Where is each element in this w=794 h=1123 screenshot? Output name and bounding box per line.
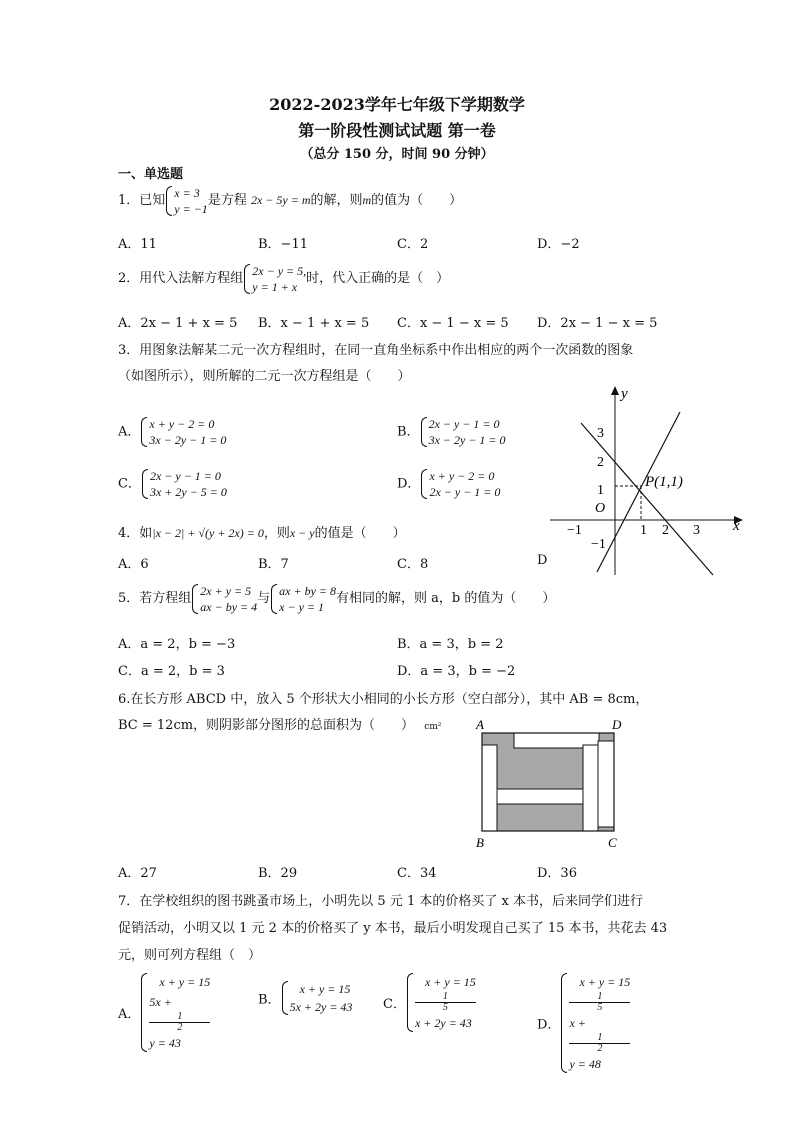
question-2 — [118, 262, 449, 296]
q6-text-line1: 6.在长方形 ABCD 中，放入 5 个形状大小相同的小长方形（空白部分），其中 AB = 8cm， — [118, 692, 649, 707]
q3-option-c-system — [141, 468, 227, 500]
q1-option-c: C．2 — [397, 237, 429, 252]
q7-option-d-system — [560, 972, 630, 1074]
q5-s1-eq2: ax − by = 4 — [200, 599, 258, 614]
question-1 — [118, 183, 462, 218]
q7-d-num1: 1 — [569, 992, 630, 1003]
q1-eq2: y = −1 — [174, 201, 208, 216]
q3-b-eq2: 3x − 2y − 1 = 0 — [428, 433, 506, 447]
q7-d-term: x + — [569, 1016, 586, 1030]
corner-c: C — [608, 835, 617, 850]
line-2x-minus-y-1 — [597, 412, 680, 572]
q7-c-num: 1 — [415, 992, 476, 1003]
q6-rectangle-figure — [472, 714, 627, 852]
x-tick-3: 3 — [693, 523, 700, 538]
q3-a-eq1: x + y − 2 = 0 — [149, 417, 215, 431]
q1-mid: 是方程 — [207, 193, 247, 208]
question-4 — [118, 522, 406, 541]
q7-option-c-system — [406, 972, 476, 1033]
q7-c-rhs: x + 2y = 43 — [414, 1016, 472, 1030]
q4-suffix: 的值是（ ） — [314, 526, 406, 541]
q1-eq1: x = 3 — [174, 185, 200, 200]
q5-option-a: A．a = 2，b = −3 — [118, 637, 236, 652]
corner-a: A — [476, 717, 484, 732]
q7-option-a-system — [140, 972, 210, 1053]
corner-d: D — [612, 717, 622, 732]
q7-option-c — [383, 972, 476, 1033]
point-p-label: P(1,1) — [645, 474, 683, 490]
line-x-plus-y-2 — [581, 423, 713, 575]
q6-text-line2 — [118, 714, 441, 733]
q7-d-eq2 — [569, 992, 630, 1074]
q3-d-eq1: x + y − 2 = 0 — [429, 469, 495, 483]
q3-option-d-system — [420, 468, 500, 500]
q7-d-num2: 1 — [569, 1033, 630, 1044]
q5-option-c: C．a = 2，b = 3 — [118, 664, 225, 679]
q2-option-c: C．x − 1 − x = 5 — [397, 316, 509, 331]
q3-option-c — [118, 468, 227, 500]
q3-b-eq1: 2x − y − 1 = 0 — [428, 417, 500, 431]
q3-a-eq2: 3x − 2y − 1 = 0 — [149, 433, 227, 447]
q7-d-rhs: y = 48 — [569, 1057, 601, 1071]
q7-option-c-label: C． — [383, 997, 406, 1012]
question-5 — [118, 582, 555, 616]
q7-c-fraction — [415, 992, 476, 1013]
q1-option-b: B．−11 — [258, 237, 308, 252]
q3-option-c-label: C． — [118, 476, 141, 492]
y-tick-1: 1 — [597, 483, 604, 498]
q3-d-eq2: 2x − y − 1 = 0 — [429, 485, 501, 499]
page-title: 2022-2023学年七年级下学期数学 — [269, 95, 525, 114]
y-tick-3: 3 — [597, 426, 604, 441]
q6-line2-text: BC = 12cm，则阴影部分图形的总面积为（ ） — [118, 718, 415, 733]
q1-system — [165, 185, 208, 217]
q5-system1 — [191, 583, 257, 615]
small-rect-right-inner — [583, 745, 598, 831]
corner-b: B — [476, 835, 484, 850]
small-rect-right-outer — [598, 741, 614, 827]
q2-suffix: 时，代入正确的是（ ） — [306, 271, 450, 286]
q4-mid: ，则 — [263, 526, 290, 541]
q3-coordinate-graph — [545, 380, 750, 580]
q1-equation: 2x − 5y = m — [250, 193, 311, 207]
page-title-line2: 第一阶段性测试试题 第一卷 — [298, 121, 496, 140]
q4-target: x − y — [289, 526, 315, 540]
q2-eq1: 2x − y = 5, — [252, 263, 307, 278]
x-tick-2: 2 — [662, 523, 669, 538]
q6-unit: cm² — [424, 722, 442, 732]
q3-text-line2: （如图所示），则所解的二元一次方程组是（ ） — [118, 369, 411, 384]
q5-s1-eq1: 2x + y = 5 — [200, 583, 252, 598]
q5-option-b: B．a = 3，b = 2 — [397, 637, 504, 652]
q7-a-eq1: x + y = 15 — [159, 975, 211, 989]
q7-option-b-label: B． — [258, 992, 281, 1008]
q7-c-den: 5 — [442, 1002, 448, 1013]
q4-option-b: B．7 — [258, 557, 289, 572]
q4-expression: |x − 2| + √(y + 2x) = 0 — [152, 526, 264, 540]
q3-option-b-label: B． — [397, 424, 420, 440]
q3-text-line1: 3．用图象法解某二元一次方程组时，在同一直角坐标系中作出相应的两个一次函数的图象 — [118, 343, 634, 358]
q3-option-d — [397, 468, 500, 500]
q7-a-den: 2 — [177, 1022, 183, 1033]
q7-d-fraction1 — [569, 992, 630, 1013]
q3-c-eq2: 3x + 2y − 5 = 0 — [149, 485, 227, 499]
q3-option-a — [118, 416, 226, 448]
q7-d-den1: 5 — [597, 1002, 603, 1013]
x-tick-neg1: −1 — [567, 523, 582, 538]
q7-c-eq2 — [415, 992, 476, 1033]
q7-a-eq2 — [149, 992, 210, 1053]
q7-d-fraction2 — [569, 1033, 630, 1054]
q7-a-fraction — [149, 1012, 210, 1033]
q7-text-line2: 促销活动，小明又以 1 元 2 本的价格买了 y 本书，最后小明发现自己买了 15 本书，共花去 43 — [118, 921, 668, 936]
q3-option-d-label: D． — [397, 476, 421, 492]
small-rect-middle — [497, 789, 583, 804]
q4-prefix: 4．如 — [118, 526, 153, 541]
q1-var: m — [362, 193, 372, 207]
q3-option-b — [397, 416, 506, 448]
q5-prefix: 5．若方程组 — [118, 591, 192, 606]
q5-suffix: 有相同的解，则 a，b 的值为（ ） — [336, 591, 556, 606]
q2-option-a: A．2x − 1 + x = 5 — [118, 316, 238, 331]
q7-b-eq1: x + y = 15 — [299, 982, 351, 996]
q7-c-eq1: x + y = 15 — [424, 975, 476, 989]
q3-option-a-system — [140, 416, 226, 448]
y-axis-arrow — [611, 386, 619, 395]
q2-system — [243, 263, 306, 295]
y-tick-2: 2 — [597, 455, 604, 470]
q3-option-b-system — [420, 416, 506, 448]
q5-system2 — [270, 583, 336, 615]
q7-option-b-system — [281, 980, 353, 1016]
q3-option-a-label: A． — [118, 424, 141, 440]
section-heading: 一、单选题 — [118, 167, 184, 182]
q5-s2-eq1: ax + by = 8 — [279, 583, 337, 598]
q1-suffix: 的解，则 — [310, 193, 363, 208]
q2-option-d: D．2x − 1 − x = 5 — [537, 316, 658, 331]
y-tick-neg1: −1 — [591, 537, 606, 552]
q1-prefix: 1．已知 — [118, 193, 166, 208]
q7-option-d — [537, 972, 630, 1074]
q5-s2-eq2: x − y = 1 — [279, 599, 325, 614]
q1-option-d: D．−2 — [537, 237, 580, 252]
q7-text-line1: 7．在学校组织的图书跳蚤市场上，小明先以 5 元 1 本的价格买了 x 本书，后来同学们进行 — [118, 894, 643, 909]
q7-option-b — [258, 980, 352, 1016]
q7-a-term: 5x + — [149, 995, 172, 1009]
q6-option-d: D．36 — [537, 866, 577, 881]
page-subtitle: （总分 150 分，时间 90 分钟） — [300, 147, 494, 162]
q7-text-line3: 元，则可列方程组（ ） — [118, 948, 262, 963]
q7-option-a-label: A． — [118, 1007, 141, 1022]
origin-label: O — [595, 501, 606, 516]
x-tick-1: 1 — [640, 523, 647, 538]
q2-eq2: y = 1 + x — [252, 279, 298, 294]
small-rect-left — [482, 745, 497, 831]
q7-option-a — [118, 972, 210, 1053]
q5-mid: 与 — [257, 591, 271, 606]
q4-option-c: C．8 — [397, 557, 429, 572]
y-axis-label: y — [621, 386, 628, 402]
q1-end: 的值为（ ） — [371, 193, 463, 208]
q7-d-eq1: x + y = 15 — [579, 975, 631, 989]
q7-option-d-label: D． — [537, 1017, 561, 1033]
q2-prefix: 2．用代入法解方程组 — [118, 271, 244, 286]
q5-option-d: D．a = 3，b = −2 — [397, 664, 516, 679]
q4-option-d: D — [537, 553, 548, 568]
x-axis-label: x — [733, 518, 740, 534]
q7-b-eq2: 5x + 2y = 43 — [289, 1000, 353, 1014]
q6-option-c: C．34 — [397, 866, 437, 881]
q6-option-b: B．29 — [258, 866, 298, 881]
q1-option-a: A．11 — [118, 237, 157, 252]
q7-a-num: 1 — [149, 1012, 210, 1023]
q2-option-b: B．x − 1 + x = 5 — [258, 316, 370, 331]
q7-a-rhs: y = 43 — [149, 1036, 181, 1050]
q6-option-a: A．27 — [118, 866, 157, 881]
q4-option-a: A．6 — [118, 557, 149, 572]
q7-d-den2: 2 — [597, 1043, 603, 1054]
q3-c-eq1: 2x − y − 1 = 0 — [149, 469, 221, 483]
